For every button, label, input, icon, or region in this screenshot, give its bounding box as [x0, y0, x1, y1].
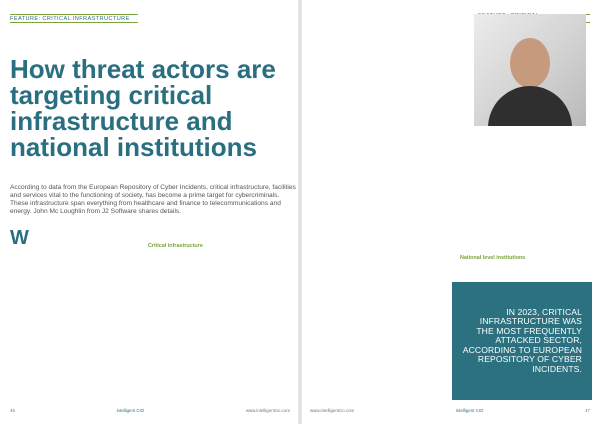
- section-tag-left-label: FEATURE: CRITICAL INFRASTRUCTURE: [10, 15, 130, 22]
- left-footer: [10, 407, 290, 413]
- right-page-number: 47: [585, 407, 590, 413]
- subhead-critical-infrastructure: Critical infrastructure: [148, 243, 203, 249]
- photo-head-shape: [510, 38, 550, 88]
- right-footer-brand: intelligent CIO: [455, 407, 484, 413]
- pull-quote-box: [452, 282, 592, 400]
- drop-cap: W: [10, 230, 29, 249]
- section-tag-left: [10, 14, 138, 23]
- left-body-col-2: [148, 230, 290, 398]
- pull-quote-text: IN 2023, CRITICAL INFRASTRUCTURE WAS THE MOST FREQUENTLY ATTACKED SECTOR, ACCORDING TO EUROPEAN REPOSITORY OF CYBER INCIDENTS.: [462, 307, 582, 374]
- standfirst: [10, 184, 296, 219]
- author-photo: [474, 14, 586, 126]
- standfirst-text: According to data from the European Repository of Cyber Incidents, critical infrastructure, facilities and services vital to the functioning of society, has become a prime target for cybercriminals. These infrastructure span everything from healthcare and finance to telecommunications and energy. John Mc Loughlin from J2 Software shares details.: [10, 184, 296, 215]
- left-page-number: 46: [10, 407, 15, 413]
- right-footer: [310, 407, 590, 413]
- page-gutter: [298, 0, 302, 424]
- article-headline: How threat actors are targeting critical infrastructure and national institutions: [10, 54, 276, 162]
- photo-shoulders-shape: [488, 86, 572, 126]
- subhead-national-level: National level institutions: [460, 255, 526, 261]
- left-footer-brand: intelligent CIO: [116, 407, 145, 413]
- left-body-col-1: [10, 230, 140, 398]
- left-footer-site: www.intelligentcio.com: [245, 407, 290, 413]
- right-body-col-1: [310, 44, 450, 400]
- right-footer-site: www.intelligentcio.com: [310, 407, 355, 413]
